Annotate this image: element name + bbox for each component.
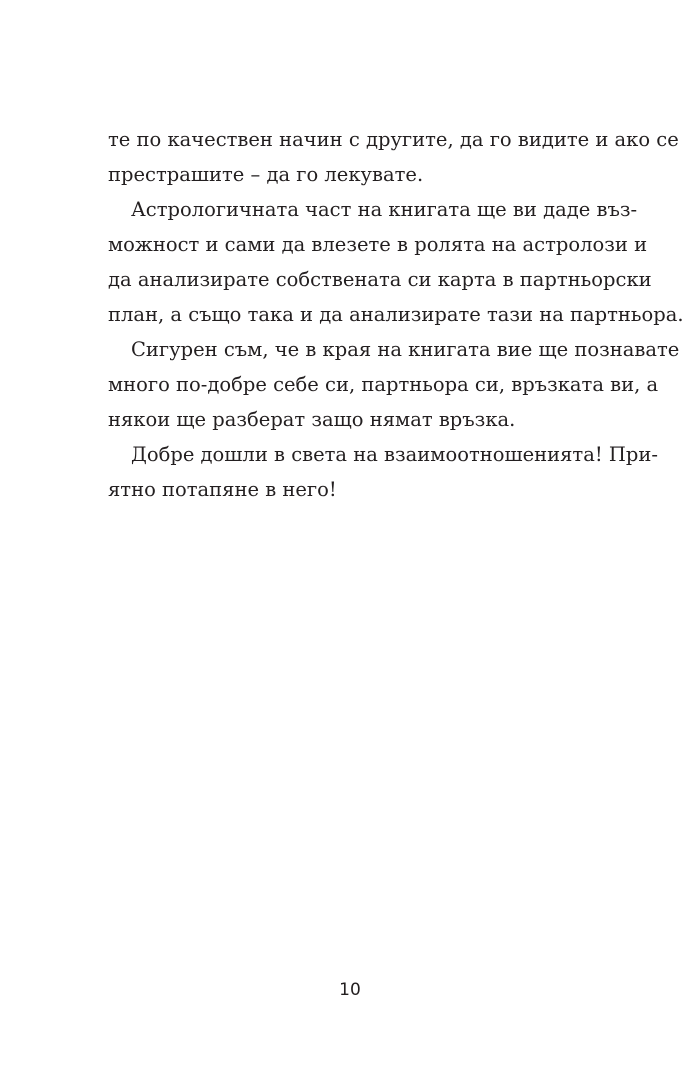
text-line: те по качествен начин с другите, да го видите и ако се	[108, 128, 679, 151]
text-line: ятно потапяне в него!	[108, 478, 337, 501]
paragraph-first-line: Астрологичната част на книгата ще ви даде въз-	[131, 198, 638, 221]
page-number: 10	[339, 980, 361, 1000]
text-line: някои ще разберат защо нямат връзка.	[108, 408, 516, 431]
text-line: план, а също така и да анализирате тази на партньора.	[108, 303, 684, 326]
text-line: престрашите – да го лекувате.	[108, 163, 424, 186]
paragraph-first-line: Сигурен съм, че в края на книгата вие ще познавате	[131, 338, 680, 361]
body-text	[108, 122, 684, 507]
text-line: можност и сами да влезете в ролята на астролози и	[108, 233, 648, 256]
paragraph-first-line: Добре дошли в света на взаимоотношенията! При-	[131, 443, 658, 466]
text-line: да анализирате собствената си карта в партньорски	[108, 268, 652, 291]
text-line: много по-добре себе си, партньора си, връзката ви, а	[108, 373, 659, 396]
